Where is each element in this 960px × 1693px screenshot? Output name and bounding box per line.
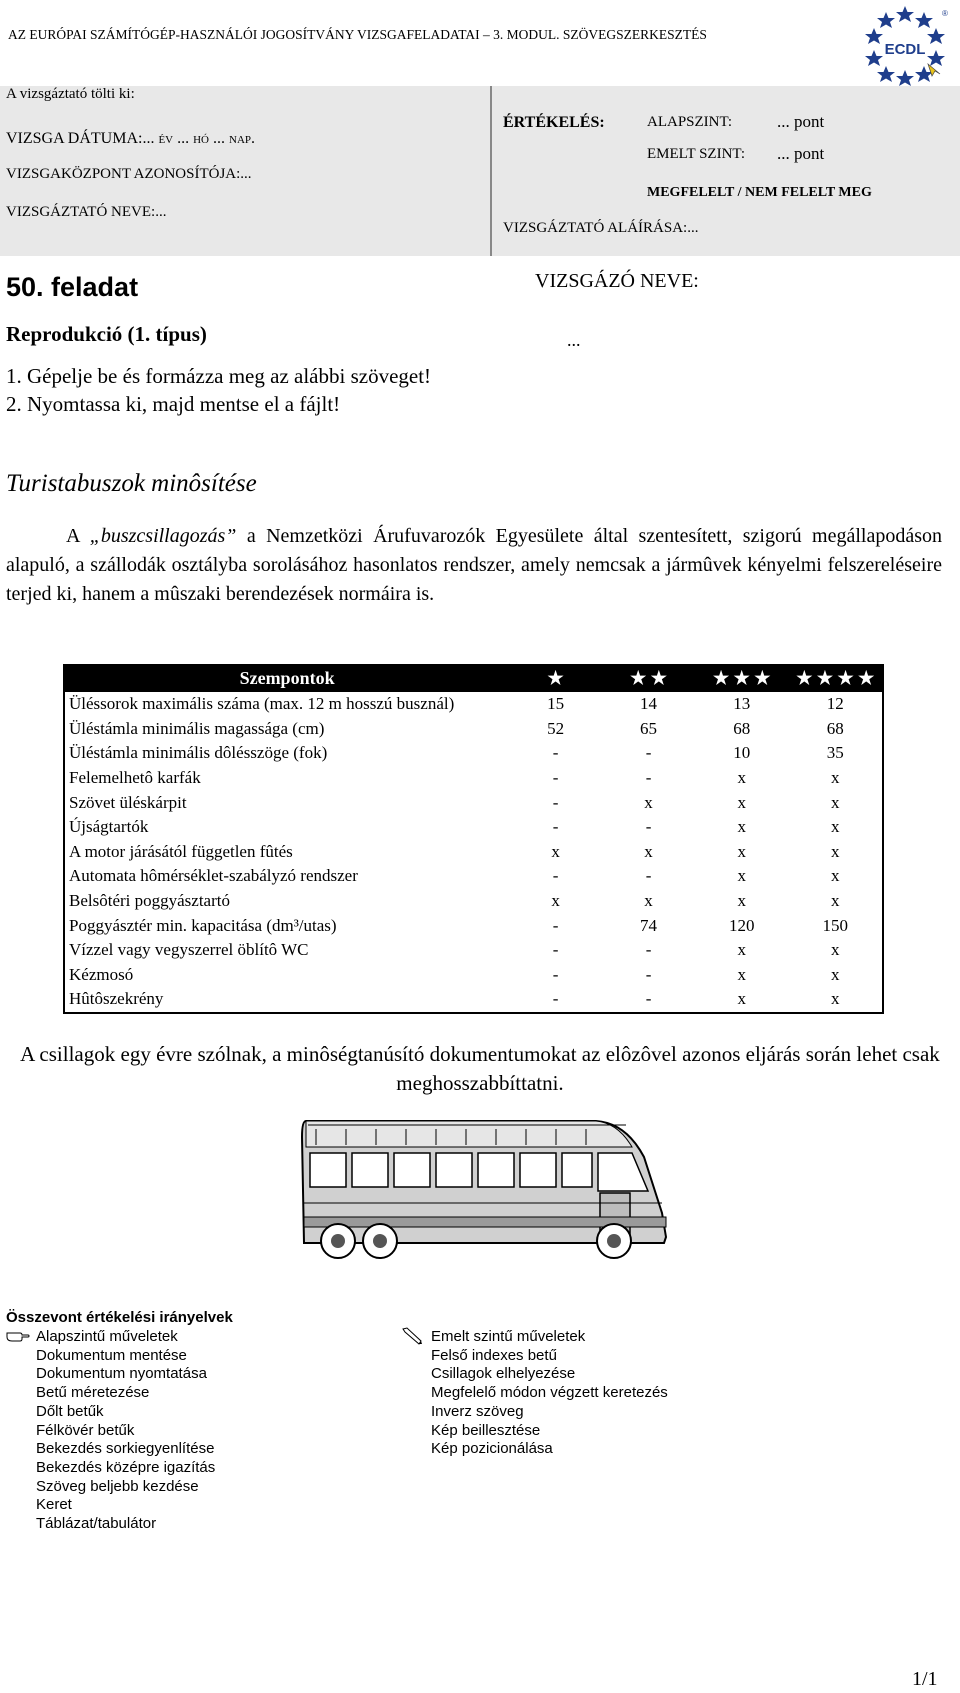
rating-cell: - <box>645 989 652 1009</box>
table-header-row <box>64 665 883 691</box>
criterion-cell: Hûtôszekrény <box>69 989 164 1009</box>
task-number: 50. feladat <box>6 272 139 302</box>
rating-cell: x <box>644 792 653 812</box>
rating-cell: x <box>644 891 653 911</box>
rating-cell: x <box>737 940 746 960</box>
table-row <box>64 913 883 938</box>
rating-cell: 10 <box>733 743 751 763</box>
rating-cell: x <box>830 940 840 960</box>
candidate-name-label: VIZSGÁZÓ NEVE: <box>535 270 699 292</box>
assessment-title: Összevont értékelési irányelvek <box>6 1309 233 1326</box>
rating-cell: 120 <box>728 915 755 935</box>
rating-cell: x <box>737 866 746 886</box>
basic-item: Alapszintű műveletek <box>36 1328 178 1345</box>
rating-cell: - <box>645 866 652 886</box>
rating-cell: x <box>737 817 746 837</box>
advanced-item: Csillagok elhelyezése <box>431 1365 576 1383</box>
criterion-cell: Üléstámla minimális magassága (cm) <box>69 718 325 738</box>
intro-start: A <box>66 525 90 547</box>
examiner-signature-field: VIZSGÁZTATÓ ALÁÍRÁSA:... <box>503 220 699 236</box>
logo-registered-mark: ® <box>942 9 948 18</box>
rating-cell: - <box>645 768 652 788</box>
rating-cell: x <box>830 989 840 1009</box>
intro-paragraph <box>6 522 942 609</box>
rating-cell: - <box>645 743 652 763</box>
examiner-fill-title: A vizsgáztató tölti ki: <box>6 86 135 102</box>
rating-cell: - <box>552 989 559 1009</box>
rating-cell: x <box>830 768 840 788</box>
rating-cell: - <box>552 964 559 984</box>
criterion-cell: Üléssorok maximális száma (max. 12 m hosszú busznál) <box>64 691 509 717</box>
basic-level-label: ALAPSZINT: <box>647 114 733 130</box>
criterion-cell: Vízzel vagy vegyszerrel öblítô WC <box>69 940 309 960</box>
criterion-cell: Szövet üléskárpit <box>69 792 187 812</box>
pencil-icon <box>401 1327 423 1345</box>
rating-cell: x <box>551 891 560 911</box>
basic-item: Szöveg beljebb kezdése <box>36 1477 199 1495</box>
rating-cell: 13 <box>695 691 789 717</box>
rating-cell: 150 <box>822 915 848 935</box>
rating-cell: 65 <box>640 718 658 738</box>
header-4-star: ★ ★ ★ ★ <box>788 665 883 691</box>
ecdl-logo <box>862 4 948 86</box>
table-row <box>64 987 883 1013</box>
rating-cell: 74 <box>640 915 658 935</box>
rating-table <box>63 664 884 1014</box>
intro-emphasis: „buszcsillagozás” <box>89 525 237 547</box>
criterion-cell: Automata hômérséklet-szabályzó rendszer <box>69 866 358 886</box>
table-row <box>64 963 883 988</box>
rating-cell: x <box>830 964 840 984</box>
header-2-star: ★ ★ <box>602 665 695 691</box>
evaluation-label: ÉRTÉKELÉS: <box>503 114 605 131</box>
advanced-level-points: ... pont <box>777 144 825 163</box>
rating-cell: x <box>644 841 653 861</box>
rating-cell: 14 <box>602 691 695 717</box>
exam-date-field: VIZSGA DÁTUMA:... év ... hó ... nap. <box>6 130 256 147</box>
basic-operations-list <box>36 1328 215 1534</box>
criterion-cell: A motor járásától független fûtés <box>69 841 293 861</box>
table-row <box>64 840 883 865</box>
rating-cell: - <box>552 743 559 763</box>
table-body <box>64 691 883 1013</box>
rating-cell: x <box>830 841 840 861</box>
rating-cell: x <box>737 768 746 788</box>
task-type: Reprodukció (1. típus) <box>6 322 207 346</box>
rating-cell: x <box>551 841 560 861</box>
table-row <box>64 766 883 791</box>
advanced-item: Kép pozicionálása <box>431 1440 553 1458</box>
instruction-1: 1. Gépelje be és formázza meg az alábbi szöveget! <box>6 364 432 388</box>
advanced-item: Kép beillesztése <box>431 1421 541 1439</box>
advanced-item: Megfelelő módon végzett keretezés <box>431 1384 668 1402</box>
pass-fail-label: MEGFELELT / NEM FELELT MEG <box>647 185 872 200</box>
pointing-hand-icon <box>6 1328 30 1342</box>
table-row <box>64 889 883 914</box>
table-row <box>64 790 883 815</box>
criterion-cell: Üléstámla minimális dôlésszöge (fok) <box>69 743 328 763</box>
intro-rest: a Nemzetközi Árufuvarozók Egyesülete által szentesített, szigorú megállapodáson alapuló, a szállodák osztályba sorolásához hasonlatos rendszer, amely nemcsak a jármûvek kényelmi felszereléseire terjed ki, hanem a mûszaki berendezések normáira is. <box>6 525 942 605</box>
document-title: Turistabuszok minôsítése <box>6 470 257 497</box>
candidate-name-field: ... <box>567 330 581 350</box>
basic-item: Dokumentum nyomtatása <box>36 1365 207 1383</box>
criterion-cell: Kézmosó <box>69 964 134 984</box>
criterion-cell: Felemelhetô karfák <box>69 768 201 788</box>
rating-cell: x <box>830 817 840 837</box>
table-row <box>64 938 883 963</box>
rating-cell: - <box>552 817 559 837</box>
basic-item: Dőlt betűk <box>36 1402 104 1420</box>
basic-level-points: ... pont <box>777 112 825 131</box>
rating-cell: x <box>737 792 746 812</box>
rating-cell: - <box>645 964 652 984</box>
rating-cell: x <box>737 989 746 1009</box>
page-number: 1/1 <box>912 1668 938 1690</box>
criterion-cell: Belsôtéri poggyásztartó <box>69 891 230 911</box>
advanced-item: Felső indexes betű <box>431 1346 557 1364</box>
tourist-bus-image <box>296 1117 670 1265</box>
rating-cell: - <box>645 940 652 960</box>
rating-cell: 15 <box>509 691 602 717</box>
logo-text: ECDL <box>884 41 926 58</box>
rating-cell: - <box>552 940 559 960</box>
header-criteria: Szempontok <box>64 665 509 691</box>
header-1-star: ★ <box>509 665 602 691</box>
rating-cell: x <box>830 891 840 911</box>
table-row <box>64 864 883 889</box>
examiner-name-field: VIZSGÁZTATÓ NEVE:... <box>6 204 167 220</box>
basic-item: Félkövér betűk <box>36 1421 135 1439</box>
rating-cell: - <box>552 768 559 788</box>
rating-cell: - <box>645 817 652 837</box>
rating-cell: 68 <box>826 718 844 738</box>
rating-cell: 35 <box>826 743 844 763</box>
rating-cell: x <box>737 964 746 984</box>
closing-paragraph: A csillagok egy évre szólnak, a minôségtanúsító dokumentumokat az elôzôvel azonos eljárás során lehet csak meghosszabbíttatni. <box>20 1042 940 1095</box>
advanced-item: Inverz szöveg <box>431 1402 524 1420</box>
table-row <box>64 815 883 840</box>
instruction-2: 2. Nyomtassa ki, majd mentse el a fájlt! <box>6 392 341 416</box>
rating-cell: 68 <box>733 718 751 738</box>
basic-item: Bekezdés sorkiegyenlítése <box>36 1440 215 1458</box>
table-row <box>64 691 883 717</box>
rating-cell: x <box>737 841 746 861</box>
basic-item: Betű méretezése <box>36 1384 150 1402</box>
rating-cell: - <box>552 915 559 935</box>
table-row <box>64 717 883 742</box>
advanced-level-label: EMELT SZINT: <box>647 146 746 162</box>
header-3-star: ★ ★ ★ <box>695 665 789 691</box>
band-divider <box>0 86 492 256</box>
rating-cell: 12 <box>788 691 883 717</box>
exam-center-id-field: VIZSGAKÖZPONT AZONOSÍTÓJA:... <box>6 166 252 182</box>
basic-item: Bekezdés középre igazítás <box>36 1458 216 1476</box>
advanced-item: Emelt szintű műveletek <box>431 1328 586 1345</box>
rating-cell: x <box>737 891 746 911</box>
basic-item: Táblázat/tabulátor <box>36 1515 157 1533</box>
rating-cell: x <box>830 792 840 812</box>
advanced-operations-list <box>431 1328 668 1459</box>
basic-item: Keret <box>36 1496 72 1514</box>
rating-cell: x <box>830 866 840 886</box>
document-header: AZ EURÓPAI SZÁMÍTÓGÉP-HASZNÁLÓI JOGOSÍTVÁNY VIZSGAFELADATAI – 3. MODUL. SZÖVEGSZERKESZTÉS <box>8 27 707 42</box>
criterion-cell: Poggyásztér min. kapacitása (dm³/utas) <box>69 915 337 935</box>
rating-cell: 52 <box>547 718 565 738</box>
rating-cell: - <box>552 792 559 812</box>
rating-cell: - <box>552 866 559 886</box>
basic-item: Dokumentum mentése <box>36 1346 187 1364</box>
table-row <box>64 741 883 766</box>
criterion-cell: Újságtartók <box>69 817 149 837</box>
